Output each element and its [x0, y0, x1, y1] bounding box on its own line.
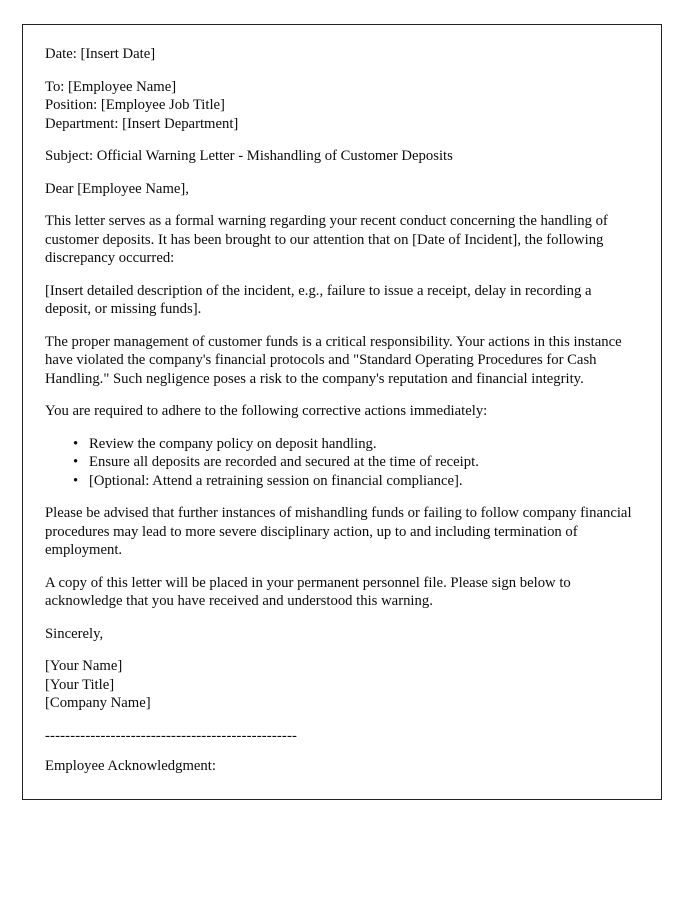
paragraph-incident-description: [Insert detailed description of the incident, e.g., failure to issue a receipt, delay in recording a deposit, or missing funds].	[45, 282, 592, 317]
salutation-block	[45, 180, 633, 199]
signoff-line: Sincerely,	[45, 625, 104, 642]
signature-separator-line: --------------------------------------------------	[45, 727, 298, 744]
subject-block	[45, 147, 633, 166]
date-line: Date: [Insert Date]	[45, 46, 156, 62]
list-item: • Ensure all deposits are recorded and secured at the time of receipt.	[45, 453, 633, 472]
paragraph-corrective-intro: You are required to adhere to the following corrective actions immediately:	[45, 403, 488, 419]
list-item: • [Optional: Attend a retraining session on financial compliance].	[45, 472, 633, 491]
paragraph-consequences: Please be advised that further instances of mishandling funds or failing to follow company financial procedures may lead to more severe disciplinary action, up to and including termination of employment.	[45, 505, 632, 558]
salutation-line: Dear [Employee Name],	[45, 180, 189, 197]
document-body	[45, 45, 633, 776]
signature-title: [Your Title]	[45, 676, 115, 693]
subject-line: Subject: Official Warning Letter - Mishandling of Customer Deposits	[45, 148, 453, 164]
paragraph-policy-violation: The proper management of customer funds is a critical responsibility. Your actions in this instance have violated the company's financial protocols and "Standard Operating Procedures for Cash Handling." Such negligence poses a risk to the company's reputation and financial integrity.	[45, 333, 622, 387]
list-item: • Review the company policy on deposit handling.	[45, 435, 633, 454]
date-block	[45, 45, 633, 64]
signoff-block	[45, 625, 633, 644]
recipient-position-line: Position: [Employee Job Title]	[45, 97, 225, 113]
employee-acknowledgment-line: Employee Acknowledgment:	[45, 758, 216, 774]
paragraph-intro: This letter serves as a formal warning regarding your recent conduct concerning the handling of customer deposits. It has been brought to our attention that on [Date of Incident], the following discrepancy occurred:	[45, 213, 608, 266]
recipient-block	[45, 78, 633, 134]
signature-name: [Your Name]	[45, 658, 123, 674]
paragraph-personnel-file: A copy of this letter will be placed in your permanent personnel file. Please sign below to acknowledge that you have received and understood this warning.	[45, 574, 571, 609]
recipient-name-line: To: [Employee Name]	[45, 78, 177, 95]
corrective-actions-list	[45, 435, 633, 491]
recipient-department-line: Department: [Insert Department]	[45, 115, 239, 132]
document-page	[22, 24, 662, 800]
signature-company: [Company Name]	[45, 695, 151, 711]
signature-block	[45, 657, 633, 713]
